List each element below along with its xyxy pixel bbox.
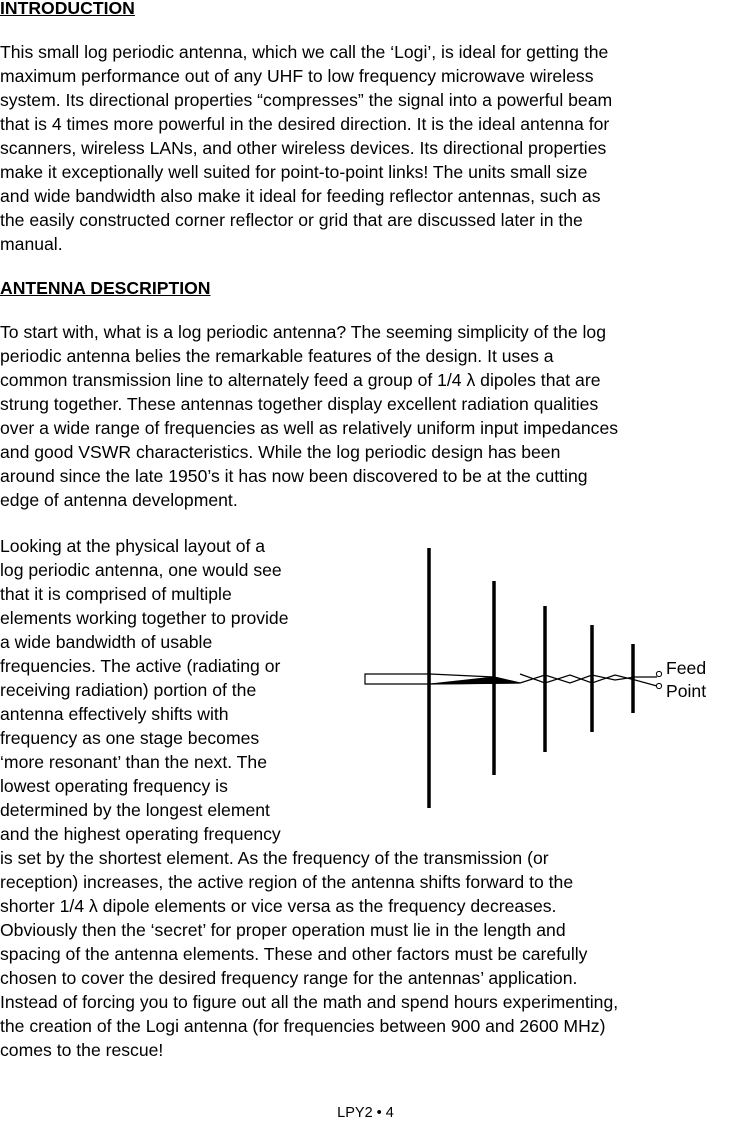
paragraph-line: shorter 1/4 λ dipole elements or vice versa as the frequency decreases.	[0, 896, 557, 916]
paragraph-line: antenna effectively shifts with	[0, 704, 229, 724]
paragraph-line: determined by the longest element	[0, 800, 270, 820]
antenna-boom	[365, 674, 430, 684]
paragraph-line: the creation of the Logi antenna (for frequencies between 900 and 2600 MHz)	[0, 1016, 606, 1036]
paragraph-line: lowest operating frequency is	[0, 776, 228, 796]
paragraph-line: spacing of the antenna elements. These and other factors must be carefully	[0, 944, 588, 964]
paragraph-line: ‘more resonant’ than the next. The	[0, 752, 267, 772]
paragraph-line: and the highest operating frequency	[0, 824, 281, 844]
introduction-paragraph	[0, 40, 731, 256]
paragraph-line: manual.	[0, 234, 63, 254]
paragraph-line: periodic antenna belies the remarkable features of the design. It uses a	[0, 346, 554, 366]
paragraph-line: that is 4 times more powerful in the desired direction. It is the ideal antenna for	[0, 114, 610, 134]
paragraph-line: Looking at the physical layout of a	[0, 536, 266, 556]
paragraph-line: receiving radiation) portion of the	[0, 680, 257, 700]
paragraph-line: frequencies. The active (radiating or	[0, 656, 281, 676]
paragraph-line: a wide bandwidth of usable	[0, 632, 213, 652]
log-periodic-antenna-diagram	[360, 540, 665, 815]
paragraph-line: maximum performance out of any UHF to low frequency microwave wireless	[0, 66, 594, 86]
feed-point-terminal-upper	[656, 671, 661, 676]
paragraph-line: that it is comprised of multiple	[0, 584, 232, 604]
paragraph-line: This small log periodic antenna, which we call the ‘Logi’, is ideal for getting the	[0, 42, 609, 62]
paragraph-line: and good VSWR characteristics. While the log periodic design has been	[0, 442, 561, 462]
paragraph-line: and wide bandwidth also make it ideal for feeding reflector antennas, such as	[0, 186, 601, 206]
feed-point-terminal-lower	[656, 683, 661, 688]
layout-paragraph-side	[0, 534, 350, 846]
feed-label-line: Feed	[666, 658, 707, 678]
paragraph-line: make it exceptionally well suited for point-to-point links! The units small size	[0, 162, 588, 182]
paragraph-line: log periodic antenna, one would see	[0, 560, 282, 580]
paragraph-line: Obviously then the ‘secret’ for proper operation must lie in the length and	[0, 920, 566, 940]
paragraph-line: chosen to cover the desired frequency range for the antennas’ application.	[0, 968, 578, 988]
antenna-description-heading: ANTENNA DESCRIPTION	[0, 278, 211, 298]
layout-paragraph-full	[0, 846, 731, 1062]
paragraph-line: common transmission line to alternately feed a group of 1/4 λ dipoles that are	[0, 370, 601, 390]
feed-point-label	[666, 657, 706, 703]
feed-label-line: Point	[666, 681, 707, 701]
paragraph-line: comes to the rescue!	[0, 1040, 164, 1060]
page-footer: LPY2 • 4	[337, 1105, 394, 1121]
introduction-heading: INTRODUCTION	[0, 0, 135, 18]
description-paragraph	[0, 320, 731, 512]
paragraph-line: Instead of forcing you to figure out all the math and spend hours experimenting,	[0, 992, 619, 1012]
paragraph-line: edge of antenna development.	[0, 490, 238, 510]
paragraph-line: around since the late 1950’s it has now been discovered to be at the cutting	[0, 466, 588, 486]
paragraph-line: system. Its directional properties “compresses” the signal into a powerful beam	[0, 90, 613, 110]
paragraph-line: the easily constructed corner reflector or grid that are discussed later in the	[0, 210, 583, 230]
paragraph-line: is set by the shortest element. As the frequency of the transmission (or	[0, 848, 549, 868]
paragraph-line: To start with, what is a log periodic antenna? The seeming simplicity of the log	[0, 322, 606, 342]
paragraph-line: elements working together to provide	[0, 608, 289, 628]
paragraph-line: frequency as one stage becomes	[0, 728, 260, 748]
paragraph-line: strung together. These antennas together display excellent radiation qualities	[0, 394, 599, 414]
paragraph-line: reception) increases, the active region of the antenna shifts forward to the	[0, 872, 574, 892]
paragraph-line: scanners, wireless LANs, and other wireless devices. Its directional properties	[0, 138, 607, 158]
paragraph-line: over a wide range of frequencies as well as relatively uniform input impedances	[0, 418, 619, 438]
